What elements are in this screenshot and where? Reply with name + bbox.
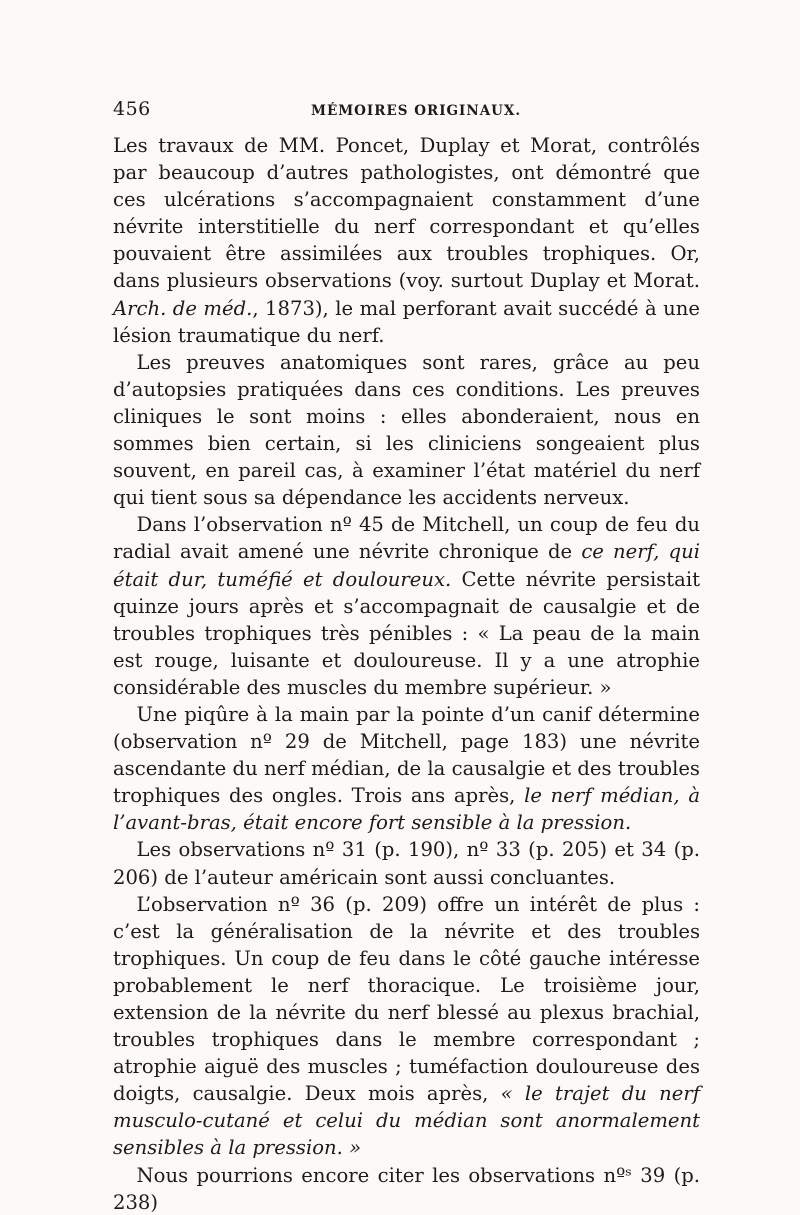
body-text	[113, 132, 700, 1215]
text-segment: Les travaux de MM. Poncet, Duplay et Morat, contrôlés par beaucoup d’autres pathologistes, ont démontré que ces ulcérations s’accompagnaient constamment d’une névrite interstitielle du nerf correspondant et qu’elles pouvaient être assimilées aux troubles trophiques. Or, dans plusieurs observations (voy. surtout Duplay et Morat.	[113, 134, 700, 293]
text-segment: Dans l’observation nº 45 de Mitchell, un coup de feu du radial avait amené une névrite chronique de	[113, 513, 700, 564]
text-segment: Les preuves anatomiques sont rares, grâce au peu d’autopsies pratiquées dans ces conditions. Les preuves cliniques le sont moins : elles abonderaient, nous en sommes bien certain, si les cliniciens songeaient plus souvent, en pareil cas, à examiner l’état matériel du nerf qui tient sous sa dépendance les accidents nerveux.	[113, 350, 700, 510]
text-segment: Cette névrite persistait quinze jours après et s’accompagnait de causalgie et de troubles trophiques très pénibles : « La peau de la main est rouge, luisante et douloureuse. Il y a une atrophie considérable des muscles du membre supérieur. »	[113, 567, 700, 699]
italic-text: « le trajet du nerf musculo-cutané et celui du médian sont anormalement sensibles à la pression. »	[113, 1082, 700, 1160]
italic-text: le nerf médian, à l’avant-bras, était encore fort sensible à la pression.	[113, 784, 701, 835]
text-segment: Nous pourrions encore citer les observations nºˢ 39 (p. 238)	[113, 1163, 700, 1214]
text-segment: Les observations nº 31 (p. 190), nº 33 (p. 205) et 34 (p. 206) de l’auteur américain sont aussi concluantes.	[113, 838, 700, 889]
paragraph	[113, 132, 700, 349]
paragraph	[113, 836, 700, 890]
text-segment: L’observation nº 36 (p. 209) offre un intérêt de plus : c’est la généralisation de la névrite et des troubles trophiques. Un coup de feu dans le côté gauche intéresse probablement le nerf thoracique. Le troisième jour, extension de la névrite du nerf blessé au plexus brachial, troubles trophiques dans le membre correspondant ; atrophie aiguë des muscles ; tuméfaction douloureuse des doigts, causalgie. Deux mois après,	[113, 892, 700, 1106]
italic-text: Arch. de méd.	[113, 296, 253, 320]
page-number: 456	[113, 98, 151, 120]
italic-text: ce nerf, qui était dur, tuméfié et douloureux.	[113, 540, 700, 591]
paragraph	[113, 1162, 700, 1215]
paragraph	[113, 701, 700, 836]
paragraph	[113, 349, 700, 512]
paragraph	[113, 511, 700, 701]
running-head	[113, 98, 700, 128]
running-title: MÉMOIRES ORIGINAUX.	[311, 103, 522, 119]
text-segment: , 1873), le mal perforant avait succédé à une lésion traumatique du nerf.	[113, 296, 700, 347]
text-segment: Une piqûre à la main par la pointe d’un canif détermine (observation nº 29 de Mitchell, page 183) une névrite ascendante du nerf médian, de la causalgie et des troubles trophiques des ongles. Trois ans après,	[113, 702, 700, 808]
paragraph	[113, 891, 700, 1162]
